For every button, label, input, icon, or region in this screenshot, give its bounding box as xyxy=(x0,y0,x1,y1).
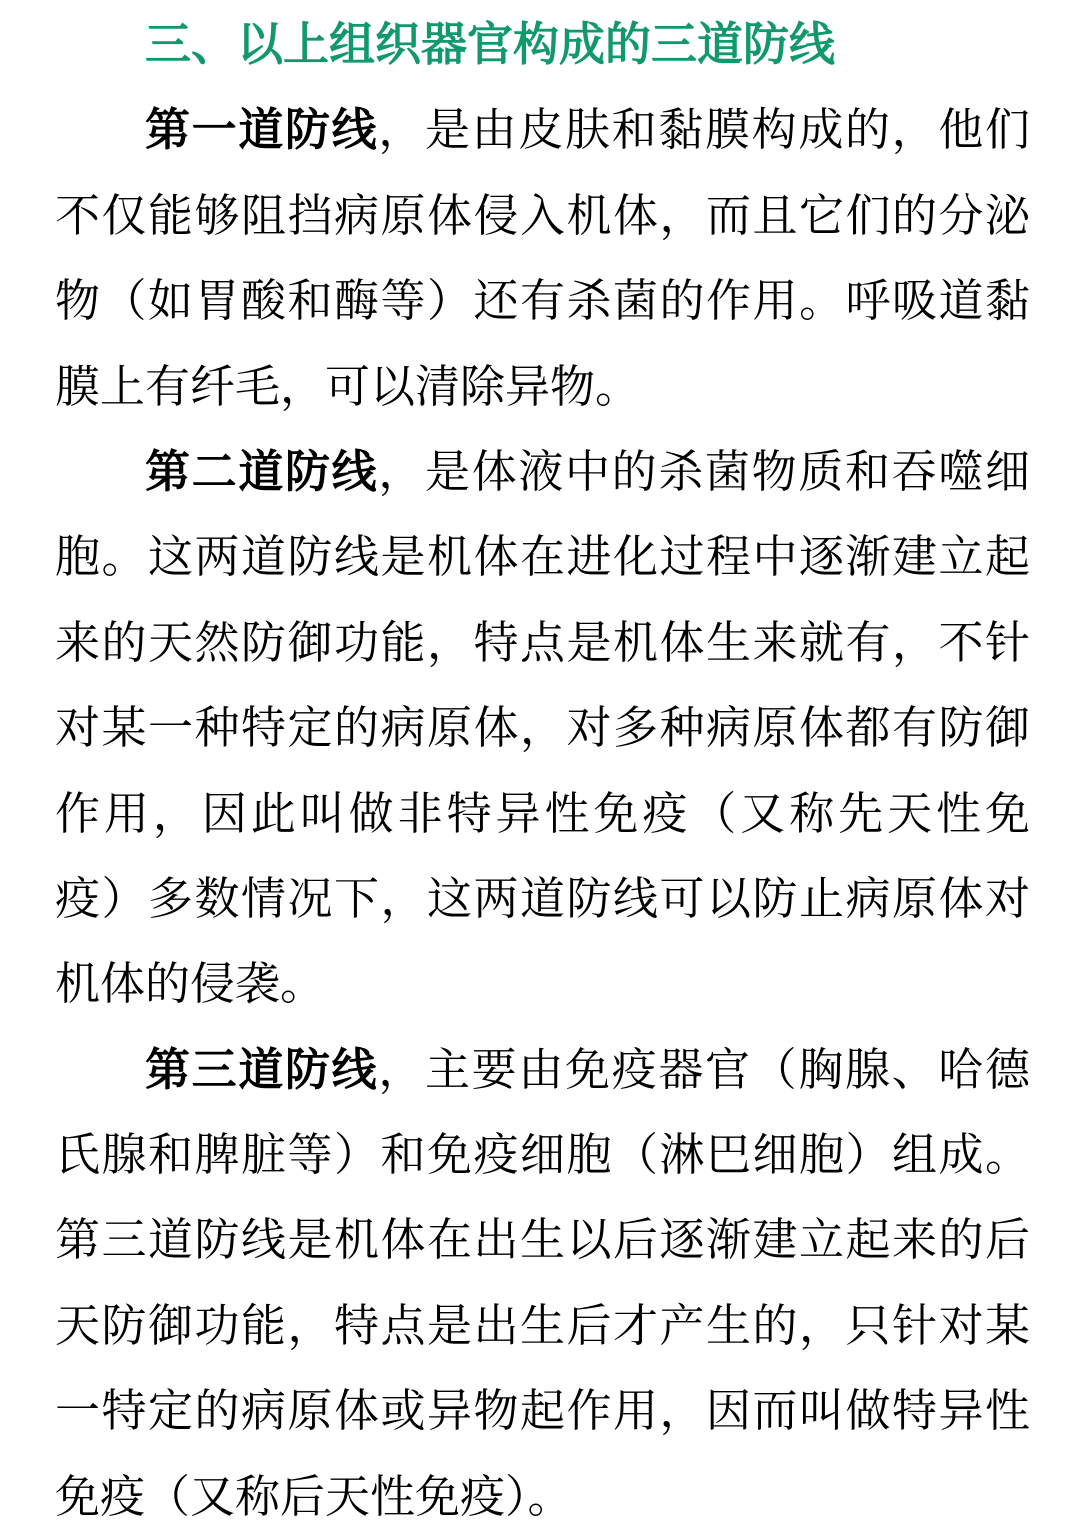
text-line-body: 胞。这两道防线是机体在进化过程中逐渐建立起 xyxy=(55,531,1030,583)
text-line-body: 天防御功能，特点是出生后才产生的，只针对某 xyxy=(55,1299,1030,1351)
text-line-body: 来的天然防御功能，特点是机体生来就有，不针 xyxy=(55,616,1030,668)
text-line-body: ，是由皮肤和黏膜构成的，他们 xyxy=(378,104,1030,156)
text-line-body: 膜上有纤毛，可以清除异物。 xyxy=(55,360,641,412)
text-line-body: 作用，因此叫做非特异性免疫（又称先天性免 xyxy=(55,787,1030,839)
text-line-body: 第三道防线是机体在出生以后逐渐建立起来的后 xyxy=(55,1214,1030,1266)
paragraph-lead: 第二道防线 xyxy=(145,445,379,497)
text-line xyxy=(55,941,1030,1026)
text-line xyxy=(55,1368,1030,1453)
text-line xyxy=(55,258,1030,343)
paragraph-lead: 第三道防线 xyxy=(145,1043,379,1095)
text-line xyxy=(55,771,1030,856)
text-line xyxy=(55,173,1030,258)
text-line xyxy=(55,514,1030,599)
text-line-body: 免疫（又称后天性免疫）。 xyxy=(55,1470,573,1522)
text-line-body: 一特定的病原体或异物起作用，因而叫做特异性 xyxy=(55,1385,1030,1437)
text-line-body: 机体的侵袭。 xyxy=(55,958,326,1010)
text-line xyxy=(55,1454,1030,1539)
text-line xyxy=(55,429,1030,514)
paragraph-lead: 第一道防线 xyxy=(145,104,379,156)
text-line xyxy=(55,600,1030,685)
text-line-body: 不仅能够阻挡病原体侵入机体，而且它们的分泌 xyxy=(55,189,1030,241)
text-line xyxy=(55,856,1030,941)
text-line xyxy=(55,1112,1030,1197)
text-line-body: 对某一种特定的病原体，对多种病原体都有防御 xyxy=(55,702,1030,754)
text-line xyxy=(55,1283,1030,1368)
text-line-body: 疫）多数情况下，这两道防线可以防止病原体对 xyxy=(55,872,1030,924)
text-line-body: 物（如胃酸和酶等）还有杀菌的作用。呼吸道黏 xyxy=(55,275,1030,327)
text-line xyxy=(55,1027,1030,1112)
text-line xyxy=(55,87,1030,172)
text-line xyxy=(55,1197,1030,1282)
text-line-body: ，是体液中的杀菌物质和吞噬细 xyxy=(378,445,1030,497)
text-line-body: 氏腺和脾脏等）和免疫细胞（淋巴细胞）组成。 xyxy=(55,1129,1030,1181)
text-line-body: ，主要由免疫器官（胸腺、哈德 xyxy=(378,1043,1030,1095)
text-line xyxy=(55,344,1030,429)
text-line xyxy=(55,685,1030,770)
section-heading: 三、以上组织器官构成的三道防线 xyxy=(145,18,835,70)
